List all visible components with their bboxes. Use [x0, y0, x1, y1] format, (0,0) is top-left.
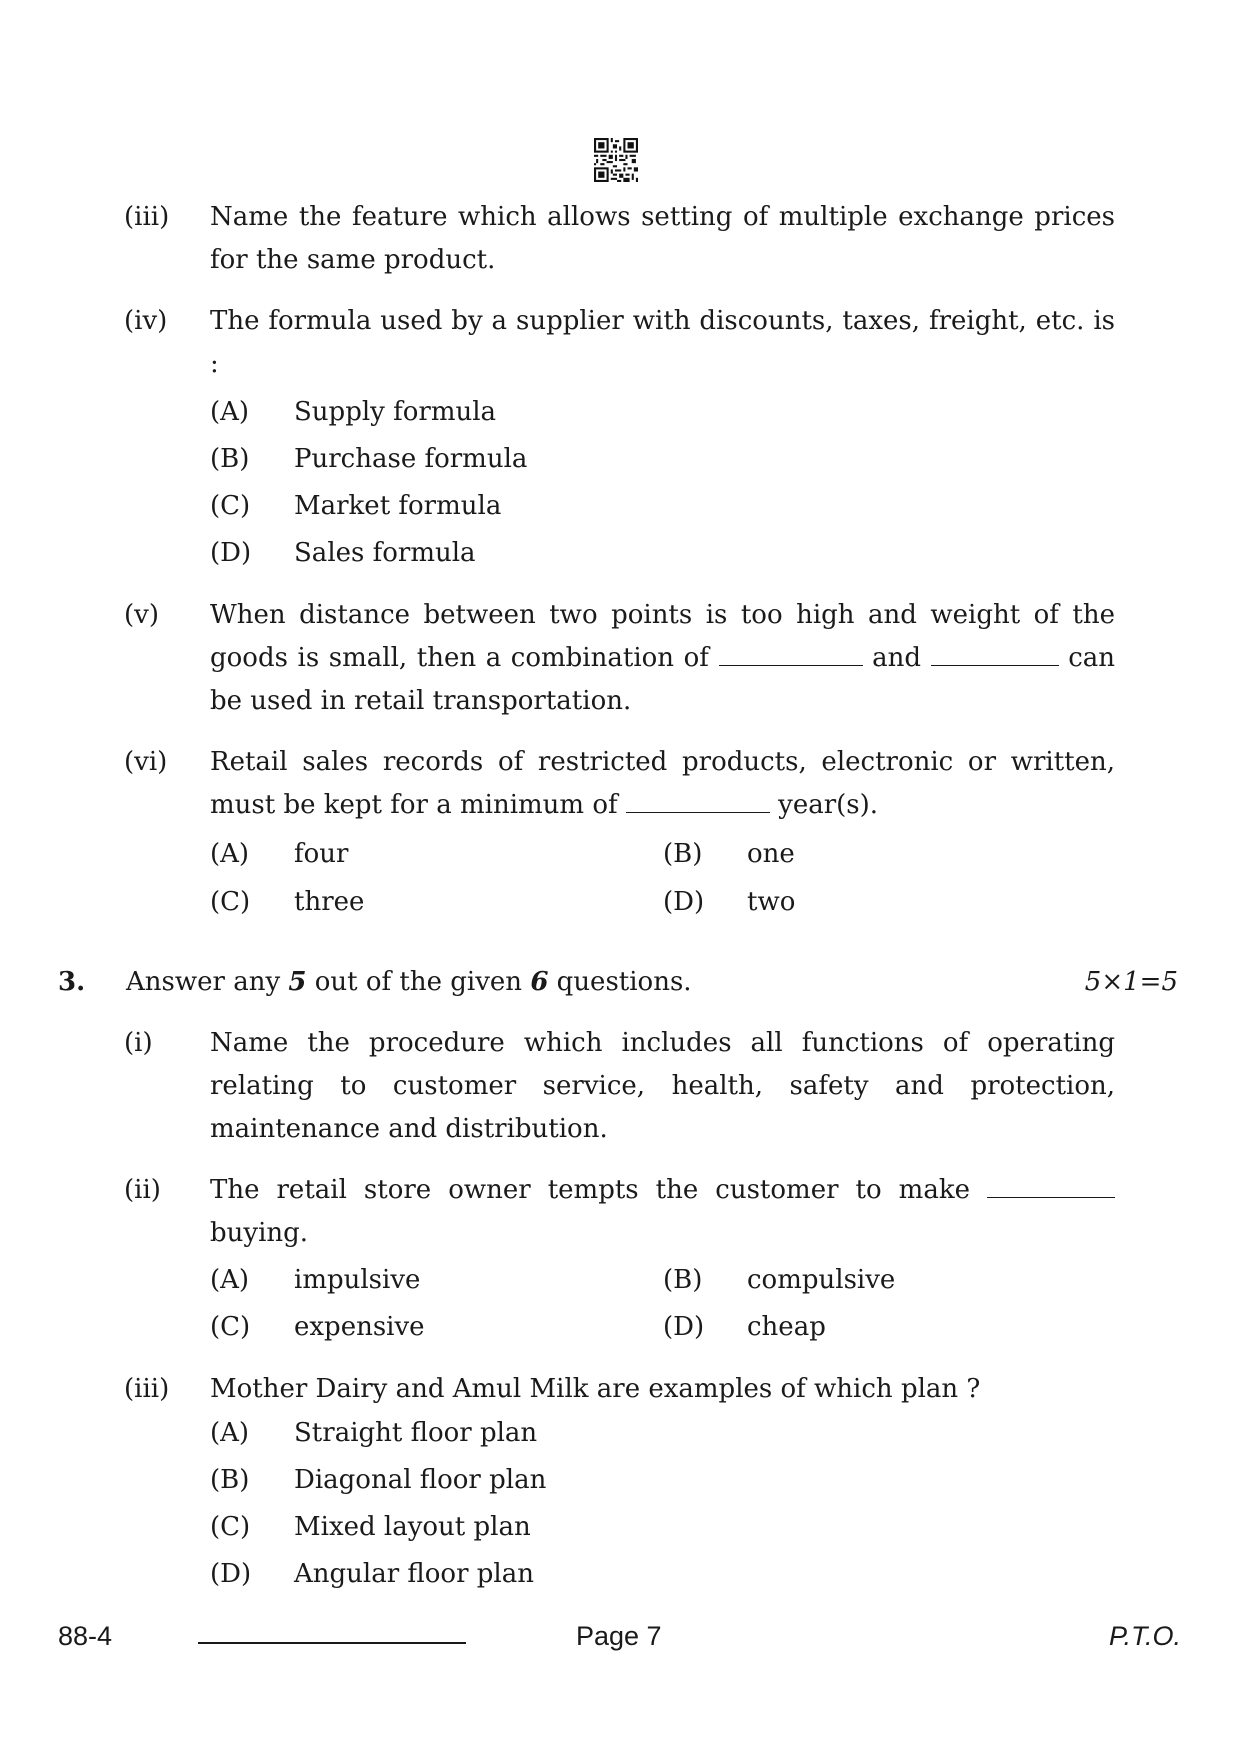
marks-allocation: 5×1=5 — [1084, 967, 1178, 997]
please-turn-over: P.T.O. — [1108, 1621, 1181, 1651]
option-label: (B) — [663, 839, 703, 869]
text-part: buying. — [210, 1218, 309, 1248]
option-text: Purchase formula — [294, 444, 528, 474]
option-label: (C) — [210, 1512, 251, 1542]
text-part: When distance between two points is too high and weight of the goods is small, then a combination of — [210, 600, 1115, 673]
option-text: impulsive — [294, 1265, 421, 1295]
question-3-heading — [58, 960, 1178, 1004]
text-part: year(s). — [778, 790, 879, 820]
option-text: three — [294, 887, 365, 917]
option-text: four — [294, 839, 349, 869]
qr-code-icon — [594, 138, 638, 182]
sub-question-text: The formula used by a supplier with discounts, taxes, freight, etc. is : — [210, 306, 1115, 379]
fill-blank — [719, 641, 863, 666]
question-2-iv — [124, 300, 1114, 386]
text-part: and — [872, 643, 922, 673]
sub-question-number: (vi) — [124, 747, 168, 777]
text-part: Answer any — [126, 967, 281, 997]
option-text: compulsive — [747, 1265, 896, 1295]
sub-question-text — [210, 1169, 1115, 1255]
option-label: (A) — [210, 1265, 250, 1295]
option-text: two — [747, 887, 796, 917]
option-label: (C) — [210, 887, 251, 917]
text-part: questions. — [556, 967, 692, 997]
question-instruction — [126, 960, 692, 1004]
fill-blank — [626, 788, 770, 813]
option-text: Diagonal floor plan — [294, 1465, 547, 1495]
question-2-vi — [124, 741, 1114, 827]
option-label: (D) — [210, 1559, 252, 1589]
text-part: can be used in retail transportation. — [210, 643, 1116, 716]
sub-question-text: Name the procedure which includes all functions of operating relating to customer service, health, safety and protection, maintenance and distribution. — [210, 1028, 1115, 1144]
sub-question-text — [210, 741, 1115, 827]
sub-question-number: (iii) — [124, 202, 170, 232]
option-label: (A) — [210, 839, 250, 869]
fill-blank — [931, 641, 1059, 666]
option-text: Supply formula — [294, 397, 497, 427]
option-text: Market formula — [294, 491, 502, 521]
sub-question-number: (iv) — [124, 306, 168, 336]
sub-question-number: (i) — [124, 1028, 153, 1058]
option-label: (C) — [210, 491, 251, 521]
emphasis-number: 5 — [288, 967, 307, 997]
option-label: (D) — [210, 538, 252, 568]
option-label: (B) — [210, 444, 250, 474]
option-label: (A) — [210, 397, 250, 427]
option-label: (D) — [663, 887, 705, 917]
text-part: Retail sales records of restricted products, electronic or written, must be kept for a minimum of — [210, 747, 1115, 820]
option-text: Angular floor plan — [294, 1559, 534, 1589]
emphasis-number: 6 — [530, 967, 549, 997]
footer-divider — [198, 1642, 466, 1644]
question-3-i — [124, 1022, 1114, 1151]
text-part: out of the given — [314, 967, 523, 997]
option-text: expensive — [294, 1312, 425, 1342]
option-text: cheap — [747, 1312, 826, 1342]
question-2-v — [124, 594, 1114, 723]
question-3-iii — [124, 1368, 1114, 1411]
option-label: (B) — [663, 1265, 703, 1295]
sub-question-text: Mother Dairy and Amul Milk are examples of which plan ? — [210, 1374, 981, 1404]
page-number: Page 7 — [576, 1621, 662, 1651]
sub-question-number: (iii) — [124, 1374, 170, 1404]
question-2-iii — [124, 196, 1114, 282]
option-text: Straight floor plan — [294, 1418, 538, 1448]
option-label: (A) — [210, 1418, 250, 1448]
sub-question-number: (v) — [124, 600, 159, 630]
text-part: The retail store owner tempts the customer to make — [210, 1175, 970, 1205]
option-label: (D) — [663, 1312, 705, 1342]
option-text: Sales formula — [294, 538, 476, 568]
option-text: Mixed layout plan — [294, 1512, 531, 1542]
option-label: (C) — [210, 1312, 251, 1342]
sub-question-number: (ii) — [124, 1175, 161, 1205]
sub-question-text — [210, 594, 1115, 723]
paper-code: 88-4 — [58, 1621, 113, 1651]
question-number: 3. — [58, 967, 86, 997]
sub-question-text: Name the feature which allows setting of multiple exchange prices for the same product. — [210, 202, 1115, 275]
fill-blank — [987, 1173, 1115, 1198]
option-text: one — [747, 839, 795, 869]
option-label: (B) — [210, 1465, 250, 1495]
question-3-ii — [124, 1169, 1114, 1255]
